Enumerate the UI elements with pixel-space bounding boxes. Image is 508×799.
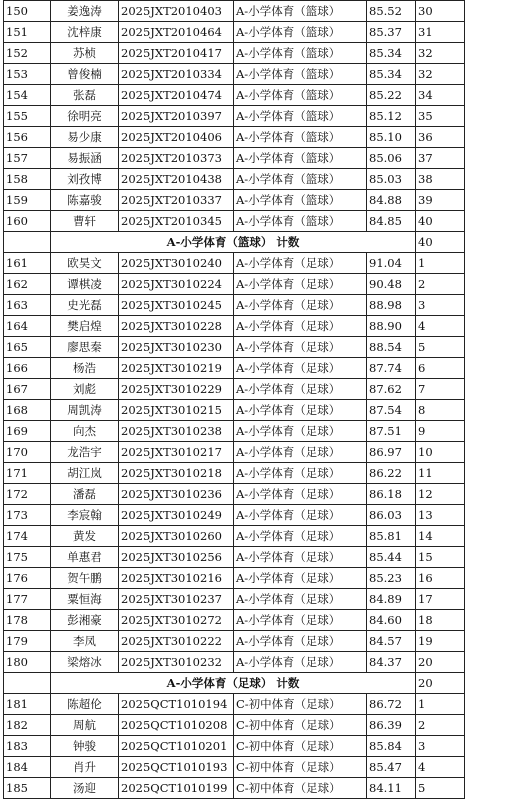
exam-id-cell: 2025JXT2010438	[119, 169, 234, 190]
table-row	[4, 274, 465, 295]
rank-cell: 5	[416, 337, 465, 358]
seq-cell: 179	[4, 631, 51, 652]
summary-blank-cell	[4, 232, 51, 253]
table-row	[4, 631, 465, 652]
table-row	[4, 778, 465, 799]
score-cell: 84.88	[367, 190, 416, 211]
exam-id-cell: 2025JXT3010238	[119, 421, 234, 442]
seq-cell: 164	[4, 316, 51, 337]
post-cell: A-小学体育（篮球）	[234, 1, 367, 22]
exam-id-cell: 2025JXT3010228	[119, 316, 234, 337]
score-cell: 85.06	[367, 148, 416, 169]
name-cell: 肖升	[51, 757, 119, 778]
exam-id-cell: 2025JXT3010256	[119, 547, 234, 568]
table-row	[4, 652, 465, 673]
post-cell: A-小学体育（足球）	[234, 400, 367, 421]
table-row	[4, 379, 465, 400]
rank-cell: 40	[416, 211, 465, 232]
post-cell: A-小学体育（足球）	[234, 589, 367, 610]
rank-cell: 32	[416, 64, 465, 85]
score-cell: 86.22	[367, 463, 416, 484]
name-cell: 胡江岚	[51, 463, 119, 484]
name-cell: 向杰	[51, 421, 119, 442]
seq-cell: 184	[4, 757, 51, 778]
seq-cell: 182	[4, 715, 51, 736]
seq-cell: 178	[4, 610, 51, 631]
name-cell: 钟骏	[51, 736, 119, 757]
table-row	[4, 484, 465, 505]
rank-cell: 1	[416, 253, 465, 274]
exam-id-cell: 2025JXT2010403	[119, 1, 234, 22]
name-cell: 徐明亮	[51, 106, 119, 127]
exam-id-cell: 2025QCT1010208	[119, 715, 234, 736]
seq-cell: 168	[4, 400, 51, 421]
post-cell: A-小学体育（足球）	[234, 253, 367, 274]
seq-cell: 171	[4, 463, 51, 484]
name-cell: 张磊	[51, 85, 119, 106]
post-cell: A-小学体育（足球）	[234, 547, 367, 568]
name-cell: 黄发	[51, 526, 119, 547]
exam-id-cell: 2025JXT2010406	[119, 127, 234, 148]
post-cell: A-小学体育（篮球）	[234, 190, 367, 211]
exam-id-cell: 2025JXT3010230	[119, 337, 234, 358]
exam-id-cell: 2025JXT3010249	[119, 505, 234, 526]
name-cell: 樊启煌	[51, 316, 119, 337]
exam-id-cell: 2025JXT3010237	[119, 589, 234, 610]
name-cell: 龙浩宇	[51, 442, 119, 463]
rank-cell: 2	[416, 715, 465, 736]
seq-cell: 175	[4, 547, 51, 568]
post-cell: A-小学体育（足球）	[234, 421, 367, 442]
seq-cell: 181	[4, 694, 51, 715]
exam-id-cell: 2025JXT3010217	[119, 442, 234, 463]
exam-id-cell: 2025JXT3010240	[119, 253, 234, 274]
name-cell: 陈超伦	[51, 694, 119, 715]
post-cell: A-小学体育（足球）	[234, 358, 367, 379]
exam-id-cell: 2025JXT2010334	[119, 64, 234, 85]
table-row	[4, 106, 465, 127]
score-cell: 85.22	[367, 85, 416, 106]
rank-cell: 9	[416, 421, 465, 442]
post-cell: C-初中体育（足球）	[234, 694, 367, 715]
exam-id-cell: 2025JXT3010218	[119, 463, 234, 484]
seq-cell: 154	[4, 85, 51, 106]
exam-id-cell: 2025JXT2010345	[119, 211, 234, 232]
table-row	[4, 43, 465, 64]
table-row	[4, 736, 465, 757]
rank-cell: 2	[416, 274, 465, 295]
rank-cell: 36	[416, 127, 465, 148]
table-row	[4, 715, 465, 736]
rank-cell: 30	[416, 1, 465, 22]
post-cell: A-小学体育（篮球）	[234, 211, 367, 232]
score-cell: 86.03	[367, 505, 416, 526]
post-cell: A-小学体育（足球）	[234, 505, 367, 526]
rank-cell: 35	[416, 106, 465, 127]
name-cell: 粟恒海	[51, 589, 119, 610]
summary-count: 40	[416, 232, 465, 253]
name-cell: 杨浩	[51, 358, 119, 379]
table-row	[4, 589, 465, 610]
seq-cell: 166	[4, 358, 51, 379]
exam-id-cell: 2025JXT3010219	[119, 358, 234, 379]
score-cell: 87.54	[367, 400, 416, 421]
seq-cell: 172	[4, 484, 51, 505]
table-row	[4, 295, 465, 316]
rank-cell: 32	[416, 43, 465, 64]
post-cell: C-初中体育（足球）	[234, 778, 367, 799]
post-cell: A-小学体育（足球）	[234, 274, 367, 295]
exam-id-cell: 2025QCT1010194	[119, 694, 234, 715]
post-cell: A-小学体育（篮球）	[234, 106, 367, 127]
name-cell: 曾俊楠	[51, 64, 119, 85]
exam-id-cell: 2025JXT2010397	[119, 106, 234, 127]
score-cell: 84.60	[367, 610, 416, 631]
score-cell: 85.12	[367, 106, 416, 127]
seq-cell: 161	[4, 253, 51, 274]
rank-cell: 11	[416, 463, 465, 484]
rank-cell: 34	[416, 85, 465, 106]
exam-id-cell: 2025QCT1010201	[119, 736, 234, 757]
table-row	[4, 421, 465, 442]
name-cell: 苏桢	[51, 43, 119, 64]
seq-cell: 151	[4, 22, 51, 43]
exam-id-cell: 2025JXT2010417	[119, 43, 234, 64]
table-row	[4, 547, 465, 568]
name-cell: 易振涵	[51, 148, 119, 169]
seq-cell: 157	[4, 148, 51, 169]
table-row	[4, 610, 465, 631]
score-cell: 84.37	[367, 652, 416, 673]
summary-blank-cell	[4, 673, 51, 694]
exam-id-cell: 2025JXT2010373	[119, 148, 234, 169]
table-row	[4, 148, 465, 169]
post-cell: A-小学体育（足球）	[234, 379, 367, 400]
exam-id-cell: 2025JXT3010215	[119, 400, 234, 421]
rank-cell: 3	[416, 295, 465, 316]
score-cell: 86.72	[367, 694, 416, 715]
seq-cell: 163	[4, 295, 51, 316]
post-cell: A-小学体育（足球）	[234, 526, 367, 547]
name-cell: 沈梓康	[51, 22, 119, 43]
score-cell: 85.34	[367, 43, 416, 64]
exam-id-cell: 2025JXT3010224	[119, 274, 234, 295]
exam-id-cell: 2025JXT3010232	[119, 652, 234, 673]
rank-cell: 14	[416, 526, 465, 547]
score-cell: 87.51	[367, 421, 416, 442]
score-cell: 85.44	[367, 547, 416, 568]
score-cell: 88.98	[367, 295, 416, 316]
exam-id-cell: 2025QCT1010199	[119, 778, 234, 799]
table-row	[4, 694, 465, 715]
table-row	[4, 463, 465, 484]
rank-cell: 16	[416, 568, 465, 589]
score-cell: 87.62	[367, 379, 416, 400]
score-cell: 86.18	[367, 484, 416, 505]
seq-cell: 159	[4, 190, 51, 211]
table-row	[4, 358, 465, 379]
rank-cell: 15	[416, 547, 465, 568]
post-cell: A-小学体育（足球）	[234, 568, 367, 589]
score-cell: 87.74	[367, 358, 416, 379]
rank-cell: 37	[416, 148, 465, 169]
exam-id-cell: 2025JXT2010474	[119, 85, 234, 106]
table-row	[4, 64, 465, 85]
score-cell: 90.48	[367, 274, 416, 295]
rank-cell: 31	[416, 22, 465, 43]
post-cell: A-小学体育（足球）	[234, 631, 367, 652]
summary-label: A-小学体育（足球） 计数	[51, 673, 416, 694]
post-cell: C-初中体育（足球）	[234, 736, 367, 757]
table-row	[4, 253, 465, 274]
table-row	[4, 757, 465, 778]
name-cell: 梁熔冰	[51, 652, 119, 673]
exam-id-cell: 2025JXT3010222	[119, 631, 234, 652]
summary-label: A-小学体育（篮球） 计数	[51, 232, 416, 253]
score-cell: 85.23	[367, 568, 416, 589]
name-cell: 周航	[51, 715, 119, 736]
rank-cell: 8	[416, 400, 465, 421]
score-cell: 85.03	[367, 169, 416, 190]
summary-count: 20	[416, 673, 465, 694]
seq-cell: 176	[4, 568, 51, 589]
table-row	[4, 190, 465, 211]
rank-cell: 6	[416, 358, 465, 379]
post-cell: A-小学体育（足球）	[234, 442, 367, 463]
post-cell: A-小学体育（篮球）	[234, 22, 367, 43]
seq-cell: 180	[4, 652, 51, 673]
name-cell: 李凤	[51, 631, 119, 652]
exam-id-cell: 2025JXT3010236	[119, 484, 234, 505]
score-cell: 86.97	[367, 442, 416, 463]
seq-cell: 165	[4, 337, 51, 358]
post-cell: A-小学体育（篮球）	[234, 169, 367, 190]
post-cell: C-初中体育（足球）	[234, 757, 367, 778]
rank-cell: 3	[416, 736, 465, 757]
name-cell: 彭湘豪	[51, 610, 119, 631]
table-row	[4, 127, 465, 148]
seq-cell: 169	[4, 421, 51, 442]
exam-id-cell: 2025JXT2010464	[119, 22, 234, 43]
table-row	[4, 1, 465, 22]
score-cell: 85.10	[367, 127, 416, 148]
exam-id-cell: 2025QCT1010193	[119, 757, 234, 778]
table-row	[4, 211, 465, 232]
seq-cell: 167	[4, 379, 51, 400]
name-cell: 易少康	[51, 127, 119, 148]
results-table-body	[4, 1, 465, 799]
score-cell: 86.39	[367, 715, 416, 736]
post-cell: A-小学体育（篮球）	[234, 64, 367, 85]
rank-cell: 20	[416, 652, 465, 673]
seq-cell: 173	[4, 505, 51, 526]
name-cell: 汤迎	[51, 778, 119, 799]
seq-cell: 156	[4, 127, 51, 148]
seq-cell: 185	[4, 778, 51, 799]
name-cell: 周凯涛	[51, 400, 119, 421]
score-cell: 84.85	[367, 211, 416, 232]
name-cell: 欧昊文	[51, 253, 119, 274]
table-row	[4, 337, 465, 358]
rank-cell: 5	[416, 778, 465, 799]
table-row	[4, 442, 465, 463]
table-row	[4, 526, 465, 547]
exam-id-cell: 2025JXT3010216	[119, 568, 234, 589]
table-row	[4, 568, 465, 589]
summary-row	[4, 673, 465, 694]
score-cell: 84.89	[367, 589, 416, 610]
rank-cell: 19	[416, 631, 465, 652]
post-cell: A-小学体育（篮球）	[234, 127, 367, 148]
exam-id-cell: 2025JXT3010272	[119, 610, 234, 631]
rank-cell: 13	[416, 505, 465, 526]
rank-cell: 38	[416, 169, 465, 190]
post-cell: A-小学体育（足球）	[234, 463, 367, 484]
score-cell: 85.37	[367, 22, 416, 43]
name-cell: 姜逸涛	[51, 1, 119, 22]
exam-id-cell: 2025JXT3010260	[119, 526, 234, 547]
name-cell: 史光磊	[51, 295, 119, 316]
seq-cell: 153	[4, 64, 51, 85]
score-cell: 85.52	[367, 1, 416, 22]
rank-cell: 10	[416, 442, 465, 463]
score-cell: 88.54	[367, 337, 416, 358]
table-row	[4, 400, 465, 421]
name-cell: 潘磊	[51, 484, 119, 505]
post-cell: A-小学体育（足球）	[234, 337, 367, 358]
rank-cell: 4	[416, 316, 465, 337]
table-row	[4, 22, 465, 43]
score-cell: 91.04	[367, 253, 416, 274]
table-row	[4, 85, 465, 106]
exam-id-cell: 2025JXT3010229	[119, 379, 234, 400]
seq-cell: 174	[4, 526, 51, 547]
rank-cell: 1	[416, 694, 465, 715]
name-cell: 刘彪	[51, 379, 119, 400]
rank-cell: 18	[416, 610, 465, 631]
name-cell: 陈嘉骏	[51, 190, 119, 211]
name-cell: 廖思秦	[51, 337, 119, 358]
post-cell: A-小学体育（足球）	[234, 316, 367, 337]
seq-cell: 150	[4, 1, 51, 22]
post-cell: A-小学体育（篮球）	[234, 148, 367, 169]
score-cell: 88.90	[367, 316, 416, 337]
post-cell: A-小学体育（足球）	[234, 484, 367, 505]
post-cell: A-小学体育（篮球）	[234, 85, 367, 106]
seq-cell: 170	[4, 442, 51, 463]
results-table	[3, 0, 465, 799]
name-cell: 刘孜博	[51, 169, 119, 190]
post-cell: A-小学体育（足球）	[234, 610, 367, 631]
post-cell: A-小学体育（篮球）	[234, 43, 367, 64]
table-row	[4, 169, 465, 190]
exam-id-cell: 2025JXT3010245	[119, 295, 234, 316]
name-cell: 谭棋凌	[51, 274, 119, 295]
name-cell: 贺午鹏	[51, 568, 119, 589]
name-cell: 李宸翰	[51, 505, 119, 526]
seq-cell: 152	[4, 43, 51, 64]
score-cell: 85.84	[367, 736, 416, 757]
rank-cell: 7	[416, 379, 465, 400]
exam-id-cell: 2025JXT2010337	[119, 190, 234, 211]
seq-cell: 158	[4, 169, 51, 190]
seq-cell: 160	[4, 211, 51, 232]
seq-cell: 183	[4, 736, 51, 757]
post-cell: A-小学体育（足球）	[234, 652, 367, 673]
table-row	[4, 316, 465, 337]
name-cell: 曹轩	[51, 211, 119, 232]
score-cell: 84.57	[367, 631, 416, 652]
summary-row	[4, 232, 465, 253]
score-cell: 84.11	[367, 778, 416, 799]
rank-cell: 12	[416, 484, 465, 505]
post-cell: C-初中体育（足球）	[234, 715, 367, 736]
rank-cell: 4	[416, 757, 465, 778]
table-row	[4, 505, 465, 526]
seq-cell: 177	[4, 589, 51, 610]
post-cell: A-小学体育（足球）	[234, 295, 367, 316]
name-cell: 单惠君	[51, 547, 119, 568]
score-cell: 85.81	[367, 526, 416, 547]
seq-cell: 155	[4, 106, 51, 127]
score-cell: 85.34	[367, 64, 416, 85]
score-cell: 85.47	[367, 757, 416, 778]
seq-cell: 162	[4, 274, 51, 295]
rank-cell: 39	[416, 190, 465, 211]
rank-cell: 17	[416, 589, 465, 610]
